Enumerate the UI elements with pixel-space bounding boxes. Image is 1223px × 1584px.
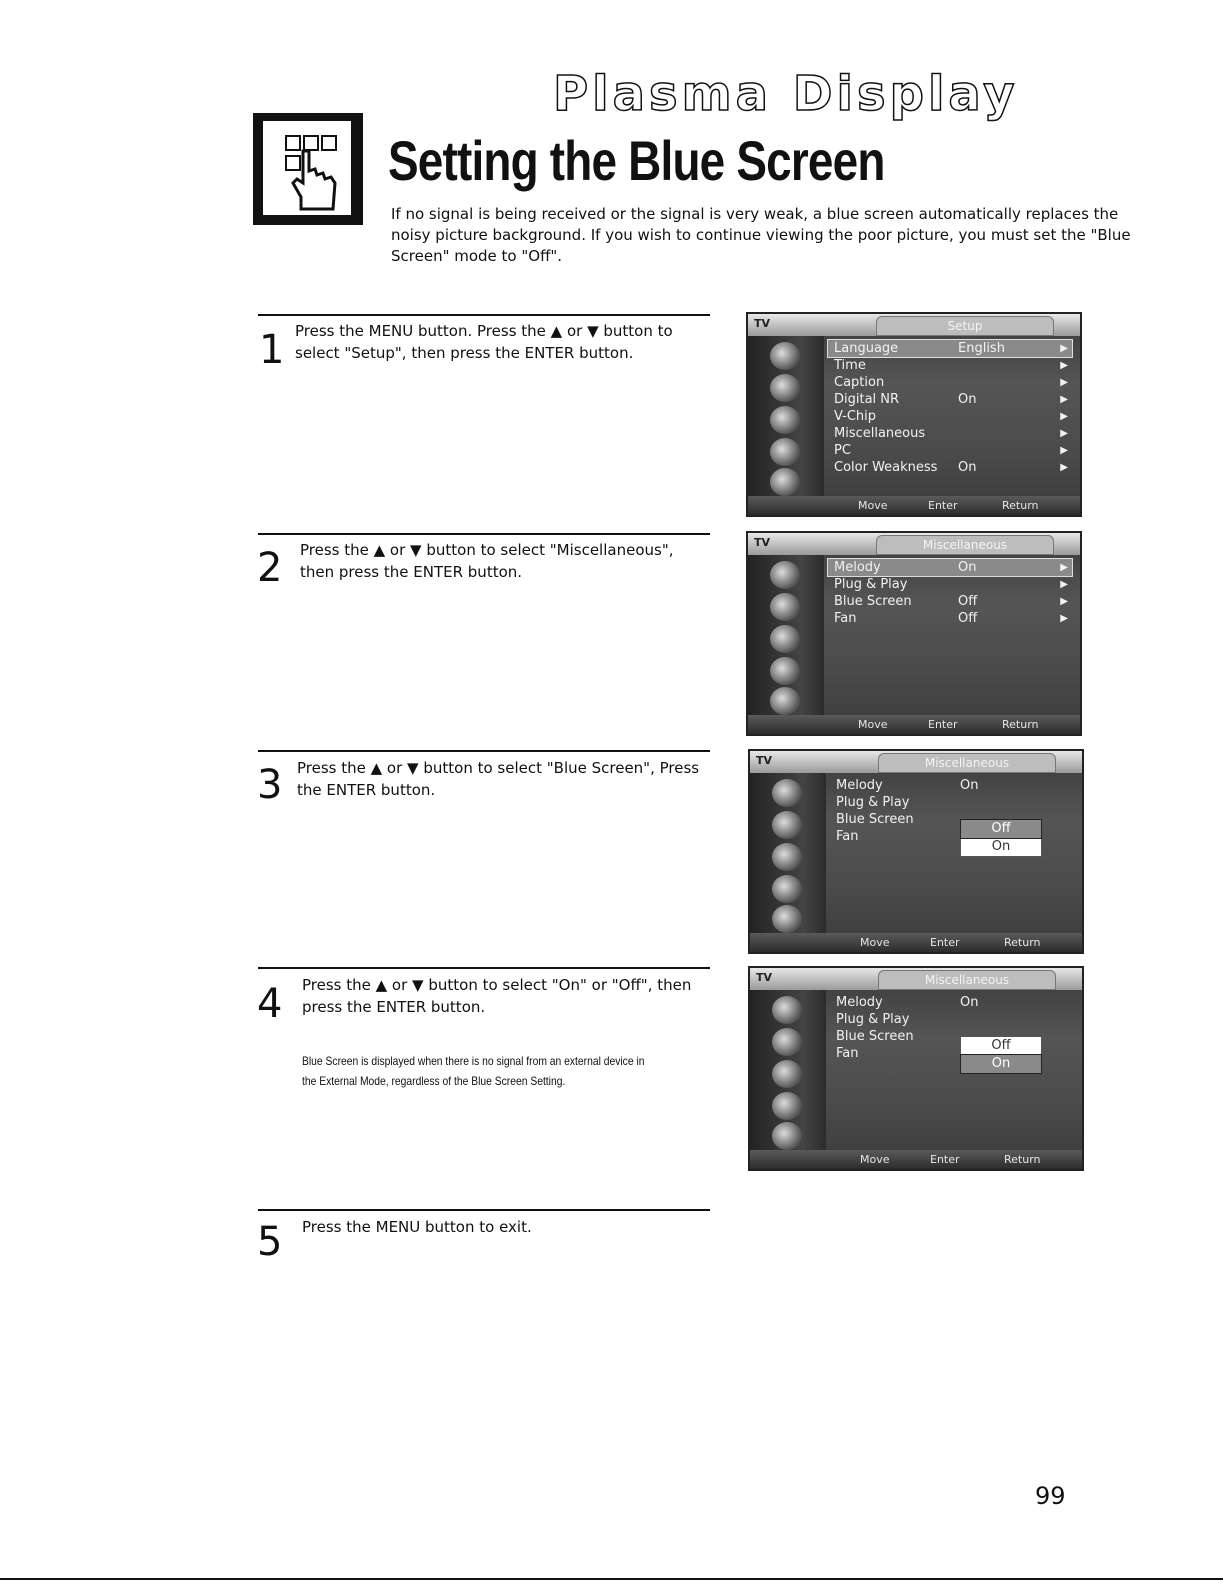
menu-item: [828, 357, 1072, 374]
popup-option: Off: [961, 820, 1041, 838]
menu-item: [828, 559, 1072, 576]
menu-item-label: Melody: [836, 778, 883, 793]
step-text: Press the MENU button. Press the ▲ or ▼ button to select "Setup", then press the ENTER button.: [295, 322, 673, 362]
menu-top-bar: [750, 968, 1082, 990]
submenu-arrow-icon: ▶: [1060, 445, 1068, 456]
submenu-arrow-icon: ▶: [1060, 428, 1068, 439]
menu-footer-bar: [750, 1150, 1082, 1169]
step-divider: [258, 533, 710, 535]
menu-items: [828, 559, 1072, 627]
menu-category-icon: [772, 905, 802, 933]
menu-item-label: V-Chip: [834, 409, 877, 424]
move-hint: Move: [858, 718, 888, 731]
menu-sidebar: [748, 336, 824, 496]
menu-item-label: Time: [834, 358, 866, 373]
submenu-arrow-icon: ▶: [1060, 377, 1068, 388]
menu-category-icon: [772, 843, 802, 871]
step-divider: [258, 750, 710, 752]
tv-menu-screenshot: [748, 966, 1084, 1171]
step-divider: [258, 967, 710, 969]
menu-category-icon: [770, 687, 800, 715]
submenu-arrow-icon: ▶: [1060, 411, 1068, 422]
move-hint: Move: [860, 936, 890, 949]
option-popup: [960, 819, 1042, 857]
menu-item: [828, 340, 1072, 357]
menu-category-icon: [772, 1060, 802, 1088]
menu-item: [830, 777, 1074, 794]
menu-item-label: Caption: [834, 375, 885, 390]
header-brand: Plasma Display: [553, 66, 1019, 122]
move-hint: Move: [858, 499, 888, 512]
menu-item-label: Fan: [836, 829, 859, 844]
step-number: 4: [257, 981, 283, 1027]
menu-item-label: Blue Screen: [836, 1029, 914, 1044]
menu-category-icon: [770, 593, 800, 621]
menu-tab-title: Setup: [876, 316, 1054, 336]
submenu-arrow-icon: ▶: [1060, 579, 1068, 590]
menu-item-label: Plug & Play: [836, 1012, 910, 1027]
menu-tab-title: Miscellaneous: [878, 753, 1056, 773]
menu-item-label: Melody: [834, 560, 881, 575]
submenu-arrow-icon: ▶: [1060, 343, 1068, 354]
menu-item-label: Miscellaneous: [834, 426, 926, 441]
step-text: Press the ▲ or ▼ button to select "Miscellaneous", then press the ENTER button.: [300, 541, 674, 581]
menu-item-value: On: [958, 560, 977, 575]
step-text: Press the ▲ or ▼ button to select "On" or "Off", then press the ENTER button.: [302, 976, 692, 1016]
menu-item-value: English: [958, 341, 1005, 356]
option-popup: [960, 1036, 1042, 1074]
menu-item: [828, 593, 1072, 610]
tv-menu-screenshot: [746, 531, 1082, 736]
enter-hint: Enter: [930, 936, 960, 949]
menu-top-bar: [750, 751, 1082, 773]
menu-category-icon: [770, 438, 800, 466]
page-number: 99: [1035, 1482, 1066, 1510]
menu-item: [828, 374, 1072, 391]
menu-item: [828, 425, 1072, 442]
menu-item-label: Blue Screen: [836, 812, 914, 827]
menu-category-icon: [772, 996, 802, 1024]
tv-mode-label: TV: [754, 536, 771, 549]
menu-category-icon: [770, 625, 800, 653]
menu-item: [828, 459, 1072, 476]
popup-option: On: [961, 1055, 1041, 1073]
return-hint: Return: [1004, 936, 1041, 949]
return-hint: Return: [1004, 1153, 1041, 1166]
step-divider: [258, 314, 710, 316]
menu-category-icon: [772, 1092, 802, 1120]
menu-footer-bar: [748, 496, 1080, 515]
menu-item: [828, 610, 1072, 627]
return-hint: Return: [1002, 499, 1039, 512]
menu-sidebar: [750, 990, 826, 1150]
menu-sidebar: [750, 773, 826, 933]
step-number: 2: [257, 545, 283, 591]
step-text: Press the MENU button to exit.: [302, 1218, 532, 1236]
step-text: Press the ▲ or ▼ button to select "Blue Screen", Press the ENTER button.: [297, 759, 700, 799]
menu-items: [828, 340, 1072, 476]
enter-hint: Enter: [928, 499, 958, 512]
menu-category-icon: [770, 406, 800, 434]
menu-item: [830, 794, 1074, 811]
menu-tab-title: Miscellaneous: [876, 535, 1054, 555]
page-bottom-rule: [0, 1578, 1223, 1580]
menu-item-value: On: [960, 995, 979, 1010]
submenu-arrow-icon: ▶: [1060, 613, 1068, 624]
menu-category-icon: [772, 779, 802, 807]
menu-category-icon: [770, 468, 800, 496]
menu-item-value: On: [958, 392, 977, 407]
return-hint: Return: [1002, 718, 1039, 731]
menu-item: [828, 576, 1072, 593]
step-number: 5: [257, 1219, 283, 1265]
step-number: 1: [259, 327, 285, 373]
popup-option: On: [991, 839, 1011, 854]
menu-item: [828, 442, 1072, 459]
menu-category-icon: [772, 1122, 802, 1150]
submenu-arrow-icon: ▶: [1060, 360, 1068, 371]
menu-category-icon: [770, 374, 800, 402]
step-note: Blue Screen is displayed when there is no signal from an external device in the External Mode, regardless of the Blue Screen Setting.: [302, 1054, 645, 1088]
intro-text: If no signal is being received or the signal is very weak, a blue screen automatically replaces the noisy picture background. If you wish to continue viewing the poor picture, you must set the "Blue Screen" mode to "Off".: [391, 205, 1131, 265]
menu-item-label: Plug & Play: [834, 577, 908, 592]
menu-item-label: PC: [834, 443, 851, 458]
menu-category-icon: [772, 875, 802, 903]
tv-menu-screenshot: [746, 312, 1082, 517]
submenu-arrow-icon: ▶: [1060, 394, 1068, 405]
menu-item-label: Digital NR: [834, 392, 900, 407]
menu-item-label: Language: [834, 341, 899, 356]
tv-mode-label: TV: [754, 317, 771, 330]
menu-item-label: Blue Screen: [834, 594, 912, 609]
menu-category-icon: [772, 1028, 802, 1056]
menu-category-icon: [772, 811, 802, 839]
move-hint: Move: [860, 1153, 890, 1166]
enter-hint: Enter: [930, 1153, 960, 1166]
menu-item-value: Off: [958, 611, 978, 626]
submenu-arrow-icon: ▶: [1060, 462, 1068, 473]
menu-item-label: Fan: [834, 611, 857, 626]
submenu-arrow-icon: ▶: [1060, 562, 1068, 573]
step-divider: [258, 1209, 710, 1211]
step-number: 3: [257, 762, 283, 808]
menu-category-icon: [770, 657, 800, 685]
menu-item-value: On: [958, 460, 977, 475]
submenu-arrow-icon: ▶: [1060, 596, 1068, 607]
menu-item: [828, 408, 1072, 425]
hand-pointer-icon: [253, 113, 363, 225]
menu-tab-title: Miscellaneous: [878, 970, 1056, 990]
menu-top-bar: [748, 314, 1080, 336]
menu-category-icon: [770, 342, 800, 370]
enter-hint: Enter: [928, 718, 958, 731]
menu-category-icon: [770, 561, 800, 589]
tv-mode-label: TV: [756, 971, 773, 984]
menu-item-label: Color Weakness: [834, 460, 938, 475]
menu-item-label: Melody: [836, 995, 883, 1010]
popup-option: Off: [991, 1038, 1011, 1053]
menu-item-label: Plug & Play: [836, 795, 910, 810]
menu-footer-bar: [750, 933, 1082, 952]
tv-menu-screenshot: [748, 749, 1084, 954]
menu-item-value: On: [960, 778, 979, 793]
tv-mode-label: TV: [756, 754, 773, 767]
menu-footer-bar: [748, 715, 1080, 734]
page-title: Setting the Blue Screen: [388, 129, 885, 192]
menu-item-label: Fan: [836, 1046, 859, 1061]
menu-item: [830, 1011, 1074, 1028]
menu-top-bar: [748, 533, 1080, 555]
menu-item: [828, 391, 1072, 408]
menu-item-value: Off: [958, 594, 978, 609]
menu-item: [830, 994, 1074, 1011]
menu-sidebar: [748, 555, 824, 715]
